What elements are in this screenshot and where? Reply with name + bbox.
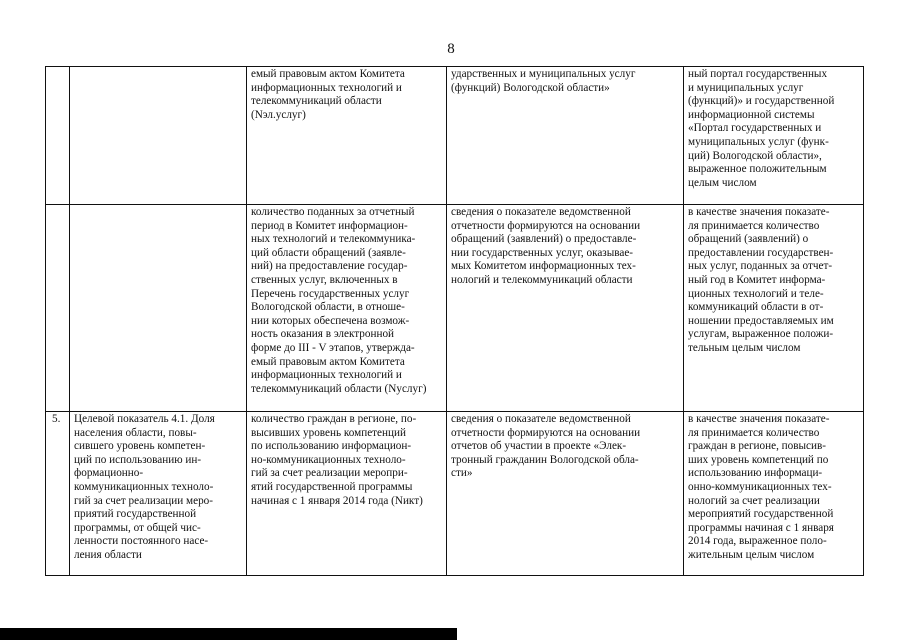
indicator-table — [45, 66, 864, 576]
method-cell: в качестве значения показате- ля принимается количество граждан в регионе, повысив- ших уровень компетенций по использованию информаци- онно-коммуникационных тех- нологий за счет реализации мероприятий государственной программы начиная с 1 января 2014 года, выраженное поло- жительным целым числом — [684, 412, 864, 576]
definition-cell: количество граждан в регионе, по- высивших уровень компетенций по использованию информацион- но-коммуникационных техноло- гий за счет реализации меропри- ятий государственной программы начиная с 1 января 2014 года (Nикт) — [247, 412, 447, 576]
row-number-cell: 5. — [46, 412, 70, 576]
method-cell: ный портал государственных и муниципальных услуг (функций)» и государственной информационной системы «Портал государственных и муниципальных услуг (функ- ций) Вологодской области», выраженное положительным целым числом — [684, 67, 864, 205]
row-number-cell — [46, 205, 70, 412]
indicator-cell — [70, 67, 247, 205]
page-number: 8 — [447, 41, 455, 57]
scan-edge-shadow — [0, 628, 457, 640]
table-row — [46, 412, 864, 576]
indicator-cell — [70, 205, 247, 412]
definition-cell: емый правовым актом Комитета информационных технологий и телекоммуникаций области (Nэл.услуг) — [247, 67, 447, 205]
source-cell: сведения о показателе ведомственной отчетности формируются на основании обращений (заявлений) о предоставле- нии государственных услуг, оказывае- мых Комитетом информационных тех- нологий и телекоммуникаций области — [447, 205, 684, 412]
source-cell: ударственных и муниципальных услуг (функций) Вологодской области» — [447, 67, 684, 205]
definition-cell: количество поданных за отчетный период в Комитет информацион- ных технологий и телекоммуника- ций области обращений (заявле- ний) на предоставление государ- ственных услуг, включенных в Перечень государственных услуг Вологодской области, в отноше- нии которых обеспечена возмож- ность оказания в электронной форме до III - V этапов, утвержда- емый правовым актом Комитета информационных технологий и телекоммуникаций области (Nуслуг) — [247, 205, 447, 412]
table-row — [46, 67, 864, 205]
source-cell: сведения о показателе ведомственной отчетности формируются на основании отчетов об участии в проекте «Элек- тронный гражданин Вологодской обла- сти» — [447, 412, 684, 576]
table-row — [46, 205, 864, 412]
row-number-cell — [46, 67, 70, 205]
method-cell: в качестве значения показате- ля принимается количество обращений (заявлений) о предоставлении государствен- ных услуг, поданных за отчет- ный год в Комитет информа- ционных технологий и теле- коммуникаций области в от- ношении предоставляемых им услугам, выраженное положи- тельным целым числом — [684, 205, 864, 412]
indicator-cell: Целевой показатель 4.1. Доля населения области, повы- сившего уровень компетен- ций по использованию ин- формационно- коммуникационных техноло- гий за счет реализации меро- приятий государственной программы, от общей чис- ленности постоянного насе- ления области — [70, 412, 247, 576]
